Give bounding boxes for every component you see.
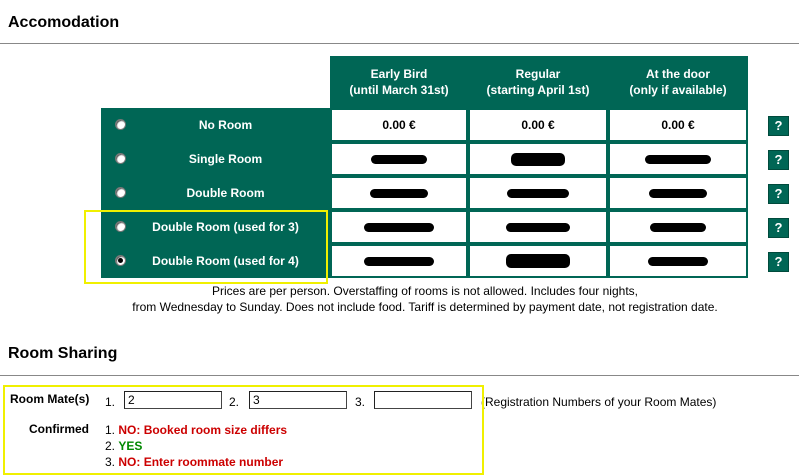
room-mate-number: 1. bbox=[105, 395, 116, 409]
help-button-double-room-3[interactable]: ? bbox=[768, 218, 789, 238]
price-cell-redacted bbox=[468, 176, 608, 210]
highlight-box-room-sharing bbox=[3, 385, 484, 475]
redaction-mark bbox=[649, 189, 707, 198]
price-cell-redacted bbox=[330, 142, 468, 176]
redaction-mark bbox=[370, 189, 428, 198]
price-cell-redacted bbox=[468, 210, 608, 244]
price-cell-redacted bbox=[468, 142, 608, 176]
section-divider bbox=[0, 375, 799, 376]
table-row-single-room bbox=[101, 142, 748, 176]
redaction-mark bbox=[507, 189, 569, 198]
help-button-double-room[interactable]: ? bbox=[768, 184, 789, 204]
redaction-mark bbox=[506, 254, 570, 268]
confirmation-number: 2. bbox=[105, 439, 116, 453]
price-cell-redacted bbox=[608, 176, 748, 210]
price-cell: 0.00 € bbox=[608, 108, 748, 142]
confirmation-number: 1. bbox=[105, 423, 116, 437]
room-mates-label: Room Mate(s) bbox=[10, 392, 90, 406]
confirmation-status-no: NO: Enter roommate number bbox=[118, 455, 284, 469]
room-option-label: Double Room bbox=[102, 186, 329, 200]
price-note-line2: from Wednesday to Sunday. Does not include food. Tariff is determined by payment date, not registration date. bbox=[132, 300, 718, 314]
column-header-title: At the door bbox=[646, 67, 710, 81]
room-option-label: No Room bbox=[102, 118, 329, 132]
column-header-at-the-door bbox=[608, 56, 748, 108]
radio-single-room[interactable] bbox=[115, 153, 126, 164]
help-button-single-room[interactable]: ? bbox=[768, 150, 789, 170]
price-cell-redacted bbox=[608, 244, 748, 278]
confirmed-label: Confirmed bbox=[29, 422, 89, 436]
price-cell-redacted bbox=[608, 210, 748, 244]
redaction-mark bbox=[648, 257, 708, 266]
section-title-accommodation: Accomodation bbox=[8, 14, 120, 31]
redaction-mark bbox=[511, 153, 565, 166]
room-mate-number: 2. bbox=[229, 395, 240, 409]
table-row-no-room bbox=[101, 108, 748, 142]
redaction-mark bbox=[371, 155, 427, 164]
table-corner bbox=[101, 56, 330, 108]
radio-no-room[interactable] bbox=[115, 119, 126, 130]
column-header-subtitle: (only if available) bbox=[629, 83, 727, 97]
price-cell-redacted bbox=[468, 244, 608, 278]
redaction-mark bbox=[650, 223, 706, 232]
price-cell-redacted bbox=[608, 142, 748, 176]
room-option-label: Double Room (used for 4) bbox=[102, 254, 329, 268]
redaction-mark bbox=[364, 257, 434, 266]
room-option-label: Double Room (used for 3) bbox=[102, 220, 329, 234]
column-header-title: Early Bird bbox=[370, 67, 428, 81]
room-option-cell bbox=[101, 176, 330, 210]
price-note-line1: Prices are per person. Overstaffing of rooms is not allowed. Includes four nights, bbox=[212, 284, 638, 298]
help-button-double-room-4[interactable]: ? bbox=[768, 252, 789, 272]
redaction-mark bbox=[506, 223, 570, 232]
price-cell-redacted bbox=[330, 244, 468, 278]
column-header-regular bbox=[468, 56, 608, 108]
column-header-title: Regular bbox=[515, 67, 561, 81]
room-option-label: Single Room bbox=[102, 152, 329, 166]
redaction-mark bbox=[645, 155, 711, 164]
price-cell-redacted bbox=[330, 176, 468, 210]
price-cell-redacted bbox=[330, 210, 468, 244]
room-option-cell bbox=[101, 108, 330, 142]
highlight-box-room-options bbox=[84, 210, 328, 284]
help-button-no-room[interactable]: ? bbox=[768, 116, 789, 136]
confirmation-number: 3. bbox=[105, 455, 116, 469]
room-mates-hint: (Registration Numbers of your Room Mates) bbox=[481, 395, 717, 409]
column-header-subtitle: (until March 31st) bbox=[349, 83, 449, 97]
price-cell: 0.00 € bbox=[468, 108, 608, 142]
confirmation-status-yes: YES bbox=[118, 439, 143, 453]
redaction-mark bbox=[364, 223, 434, 232]
room-option-cell bbox=[101, 142, 330, 176]
section-title-room-sharing: Room Sharing bbox=[8, 345, 118, 362]
room-mate-number: 3. bbox=[355, 395, 366, 409]
table-row-double-room bbox=[101, 176, 748, 210]
column-header-subtitle: (starting April 1st) bbox=[486, 83, 590, 97]
section-divider bbox=[0, 43, 799, 44]
price-cell: 0.00 € bbox=[330, 108, 468, 142]
column-header-early-bird bbox=[330, 56, 468, 108]
confirmation-status-no: NO: Booked room size differs bbox=[118, 423, 288, 437]
radio-double-room[interactable] bbox=[115, 187, 126, 198]
